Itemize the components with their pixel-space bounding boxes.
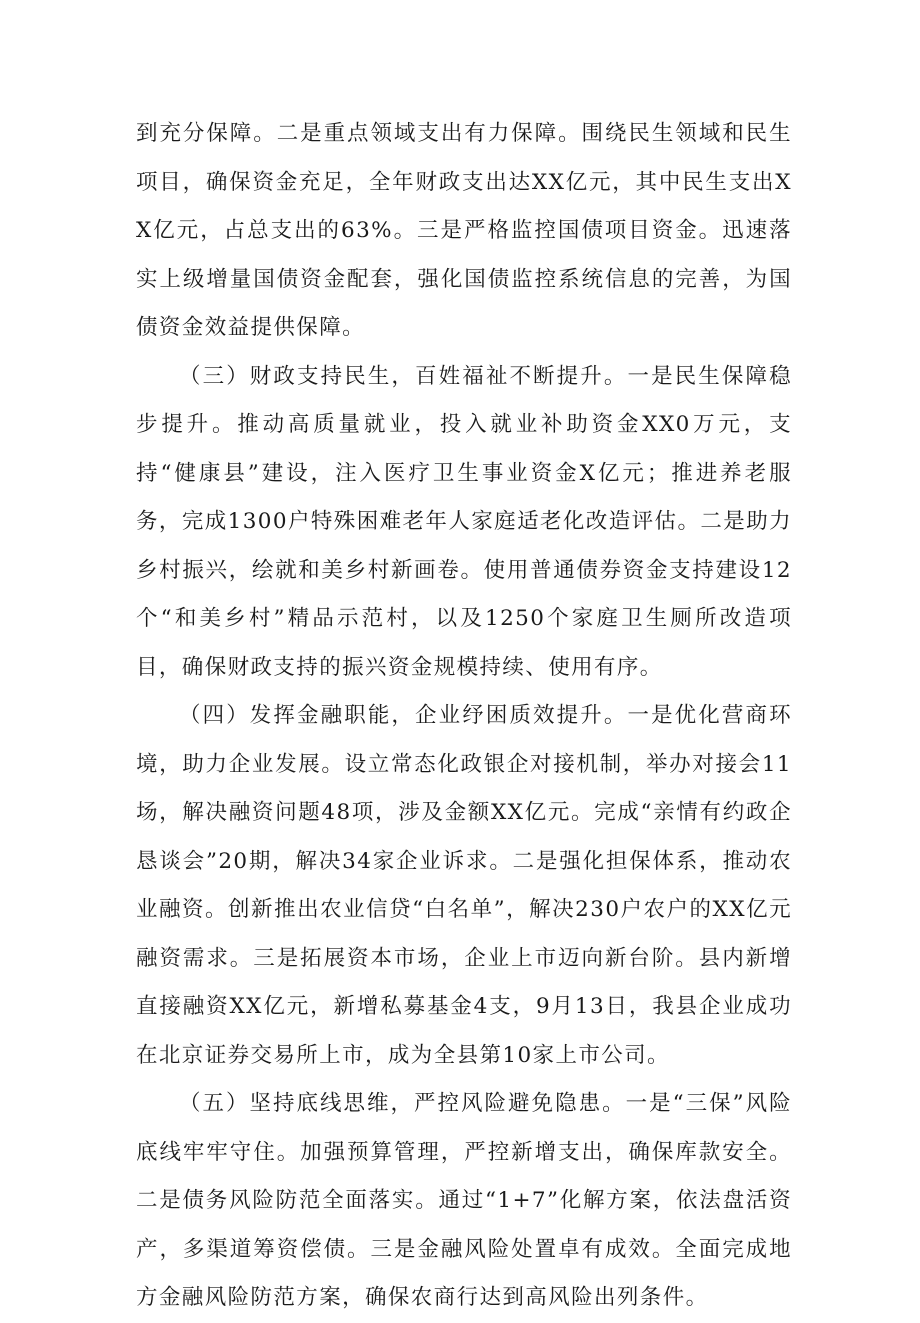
paragraph-section-5: （五）坚持底线思维，严控风险避免隐患。一是“三保”风险底线牢牢守住。加强预算管理，严控新增支出，确保库款安全。二是债务风险防范全面落实。通过“1+7”化解方案，依法盘活资产，多渠道筹资偿债。三是金融风险处置卓有成效。全面完成地方金融风险防范方案，确保农商行达到高风险出列条件。 (136, 1091, 792, 1310)
paragraph-section-4: （四）发挥金融职能，企业纾困质效提升。一是优化营商环境，助力企业发展。设立常态化政银企对接机制，举办对接会11场，解决融资问题48项，涉及金额XX亿元。完成“亲情有约政企恳谈会”20期，解决34家企业诉求。二是强化担保体系，推动农业融资。创新推出农业信贷“白名单”，解决230户农户的XX亿元融资需求。三是拓展资本市场，企业上市迈向新台阶。县内新增直接融资XX亿元，新增私募基金4支，9月13日，我县企业成功在北京证券交易所上市，成为全县第10家上市公司。 (136, 703, 792, 1068)
paragraph-section-3: （三）财政支持民生，百姓福祉不断提升。一是民生保障稳步提升。推动高质量就业，投入就业补助资金XX0万元，支持“健康县”建设，注入医疗卫生事业资金X亿元；推进养老服务，完成1300户特殊困难老年人家庭适老化改造评估。二是助力乡村振兴，绘就和美乡村新画卷。使用普通债券资金支持建设12个“和美乡村”精品示范村，以及1250个家庭卫生厕所改造项目，确保财政支持的振兴资金规模持续、使用有序。 (136, 363, 792, 680)
paragraph-continuation: 到充分保障。二是重点领域支出有力保障。围绕民生领域和民生项目，确保资金充足，全年财政支出达XX亿元，其中民生支出XX亿元，占总支出的63%。三是严格监控国债项目资金。迅速落实上级增量国债资金配套，强化国债监控系统信息的完善，为国债资金效益提供保障。 (136, 121, 792, 340)
